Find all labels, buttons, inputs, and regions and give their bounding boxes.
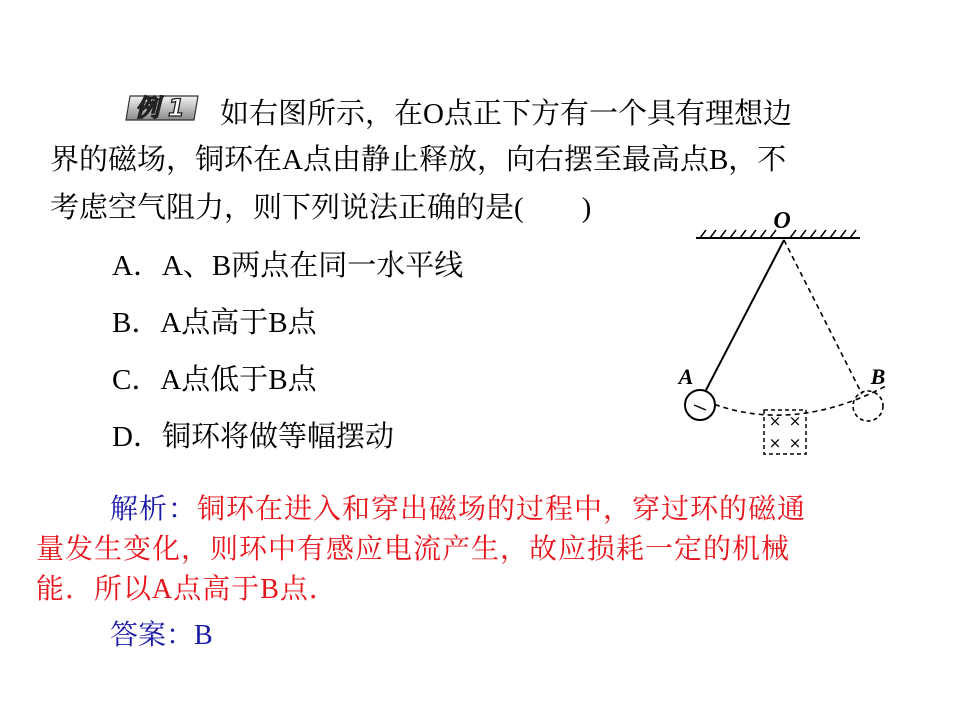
option-d[interactable] bbox=[112, 417, 394, 457]
option-a[interactable] bbox=[112, 246, 463, 286]
question-line-2: 界的磁场，铜环在A点由静止释放，向右摆至最高点B，不 bbox=[50, 144, 787, 176]
option-a-label: A． bbox=[112, 250, 162, 282]
option-c-label: C． bbox=[112, 364, 161, 396]
analysis-heading: 解析： bbox=[110, 494, 198, 525]
analysis-line-3: 能．所以A点高于B点． bbox=[36, 574, 338, 605]
pendulum-diagram bbox=[672, 200, 912, 470]
svg-text:×: × bbox=[768, 434, 782, 452]
analysis-line-2: 量发生变化，则环中有感应电流产生，故应损耗一定的机械 bbox=[36, 534, 791, 565]
question-line-3: 考虑空气阻力，则下列说法正确的是( ) bbox=[50, 192, 592, 224]
diagram-label-b: B bbox=[870, 364, 886, 389]
answer-value: B bbox=[194, 620, 213, 651]
analysis-text-1: 铜环在进入和穿出磁场的过程中，穿过环的磁通 bbox=[197, 494, 807, 525]
option-d-label: D． bbox=[112, 421, 162, 453]
diagram-label-o: O bbox=[773, 208, 791, 234]
diagram-label-a: A bbox=[678, 364, 694, 389]
example-badge bbox=[124, 90, 204, 126]
option-b-label: B． bbox=[112, 307, 161, 339]
answer-line bbox=[110, 616, 213, 656]
option-b[interactable] bbox=[112, 303, 317, 343]
option-b-text: A点高于B点 bbox=[160, 307, 317, 339]
analysis-line-1 bbox=[110, 490, 806, 530]
answer-heading: 答案： bbox=[110, 620, 195, 651]
svg-text:×: × bbox=[768, 412, 782, 430]
option-c-text: A点低于B点 bbox=[160, 364, 317, 396]
svg-text:×: × bbox=[788, 434, 802, 452]
svg-text:×: × bbox=[788, 412, 802, 430]
option-a-text: A、B两点在同一水平线 bbox=[161, 250, 464, 282]
option-d-text: 铜环将做等幅摆动 bbox=[161, 421, 394, 453]
example-badge-label: 例 1 bbox=[135, 94, 185, 122]
option-c[interactable] bbox=[112, 360, 317, 400]
question-line-1: 如右图所示，在O点正下方有一个具有理想边 bbox=[220, 98, 792, 130]
